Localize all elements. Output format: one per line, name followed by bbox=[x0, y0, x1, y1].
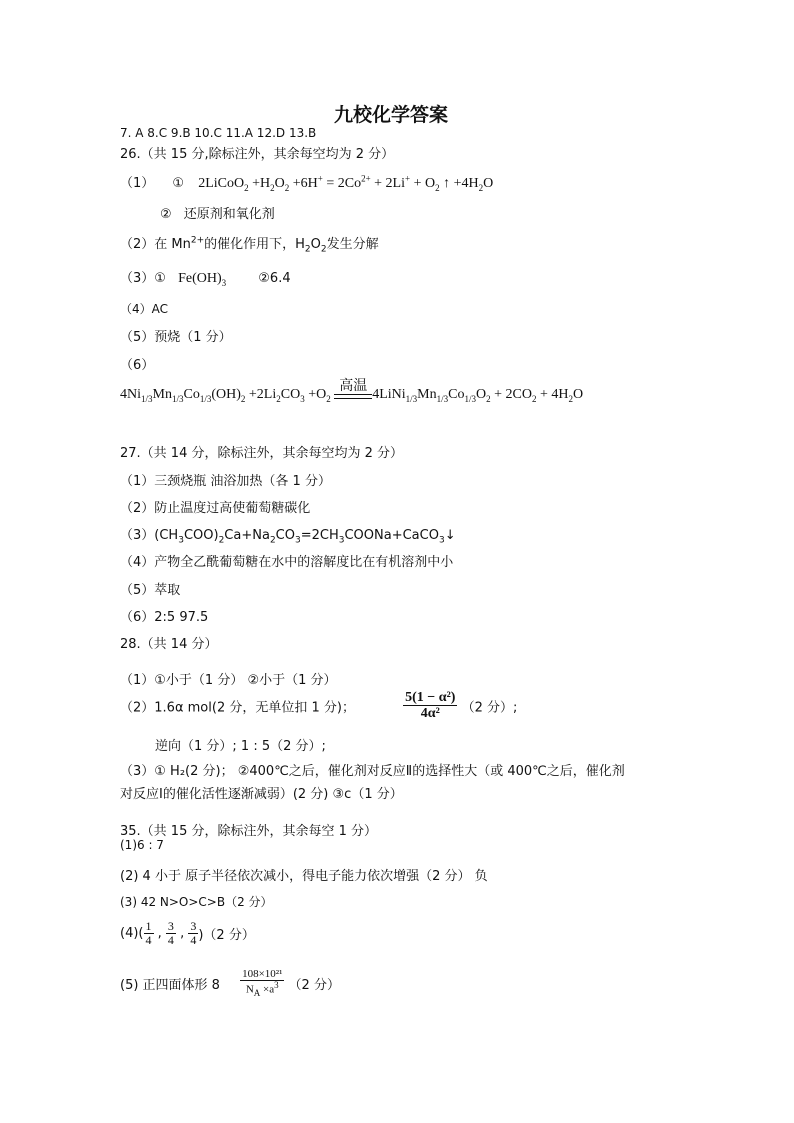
q35-header: 35.（共 15 分，除标注外，其余每空 1 分） bbox=[120, 824, 378, 839]
q26-4: （4）AC bbox=[120, 302, 169, 316]
q26-header: 26.（共 15 分,除标注外，其余每空均为 2 分） bbox=[120, 147, 395, 162]
q26-5: （5）预烧（1 分） bbox=[120, 330, 232, 345]
q35-4: (4)( $\frac{1}{4}$ , $\frac{3}{4}$ , $\frac{3}{4}$ )（2 分） bbox=[120, 919, 255, 948]
q27-header: 27.（共 14 分，除标注外，其余每空均为 2 分） bbox=[120, 446, 404, 461]
q28-4: （3）① H₂(2 分)； ②400℃之后，催化剂对反应Ⅱ的选择性大（或 400℃之后，催化剂 bbox=[120, 764, 625, 779]
q27-1: （1）三颈烧瓶 油浴加热（各 1 分） bbox=[120, 474, 331, 489]
q27-6: （6）2:5 97.5 bbox=[120, 610, 209, 625]
q35-5: (5) 正四面体形 8 $\frac{\text{108×10²¹}}{N_A \times a^3}$ （2 分） bbox=[120, 968, 340, 998]
q26-1 bbox=[120, 172, 493, 193]
q28-fraction: $\frac{\text{5(1 − α²)}}{\text{4α²}}$ bbox=[405, 690, 456, 722]
q28-3: 逆向（1 分）; 1 : 5（2 分）; bbox=[155, 739, 326, 754]
q28-header: 28.（共 14 分） bbox=[120, 637, 218, 652]
q26-1-label: （1） bbox=[120, 176, 155, 191]
q35-1: (1)6 : 7 bbox=[120, 838, 164, 852]
q35-3: (3) 42 N>O>C>B（2 分） bbox=[120, 895, 273, 909]
q27-3: $(3)(CH_3COO)_2Ca+Na_2CO_3=2CH_3COONa+CaCO_3↓$ bbox=[120, 528, 456, 546]
page-title: 九校化学答案 bbox=[334, 104, 449, 126]
q35-2: (2) 4 小于 原子半径依次减小，得电子能力依次增强（2 分） 负 bbox=[120, 869, 488, 884]
q26-3: （3）① $Fe(OH)_3$ ②6.4 bbox=[120, 271, 291, 288]
q26-2: （2）在 $Mn^{2+}$的催化作用下，$H_2O_2$发生分解 bbox=[120, 235, 379, 255]
q27-2: （2）防止温度过高使葡萄糖碳化 bbox=[120, 501, 311, 516]
q26-1-equation: 2LiCoO$_2$ $+H_2O_2 +6H^+ = 2Co^{2+} + 2Li^+ + O_2$ ↑ $+4H_2O$ bbox=[198, 173, 494, 193]
mc-answers: 7. A 8.C 9.B 10.C 11.A 12.D 13.B bbox=[120, 126, 317, 140]
q27-4: （4）产物全乙酰葡萄糖在水中的溶解度比在有机溶剂中小 bbox=[120, 555, 454, 570]
reaction-arrow: 高温 bbox=[334, 380, 372, 404]
q26-6: （6） bbox=[120, 358, 155, 373]
q26-6-equation: $4Ni_{1/3}Mn_{1/3}Co_{1/3}(OH)_2 +2Li_2CO_3 +O_2$ 高温 $4LiNi_{1/3}Mn_{1/3}Co_{1/3}O_2 + 2CO_2 + 4H_2O$ bbox=[120, 379, 584, 404]
q26-1-2: ② 还原剂和氧化剂 bbox=[160, 207, 275, 222]
q35-fraction: $\frac{\text{108×10²¹}}{N_A \times a^3}$ bbox=[242, 968, 283, 998]
q28-1: （1）①小于（1 分） ②小于（1 分） bbox=[120, 673, 337, 688]
q28-2: （2）1.6α mol(2 分，无单位扣 1 分)； $\frac{\text{5(1 − α²)}}{\text{4α²}}$ （2 分）; bbox=[120, 690, 518, 722]
q28-5: 对反应Ⅰ的催化活性逐渐减弱）(2 分) ③c（1 分） bbox=[120, 787, 403, 802]
q26-1-circ: ① bbox=[172, 176, 185, 191]
q27-5: （5）萃取 bbox=[120, 583, 181, 598]
